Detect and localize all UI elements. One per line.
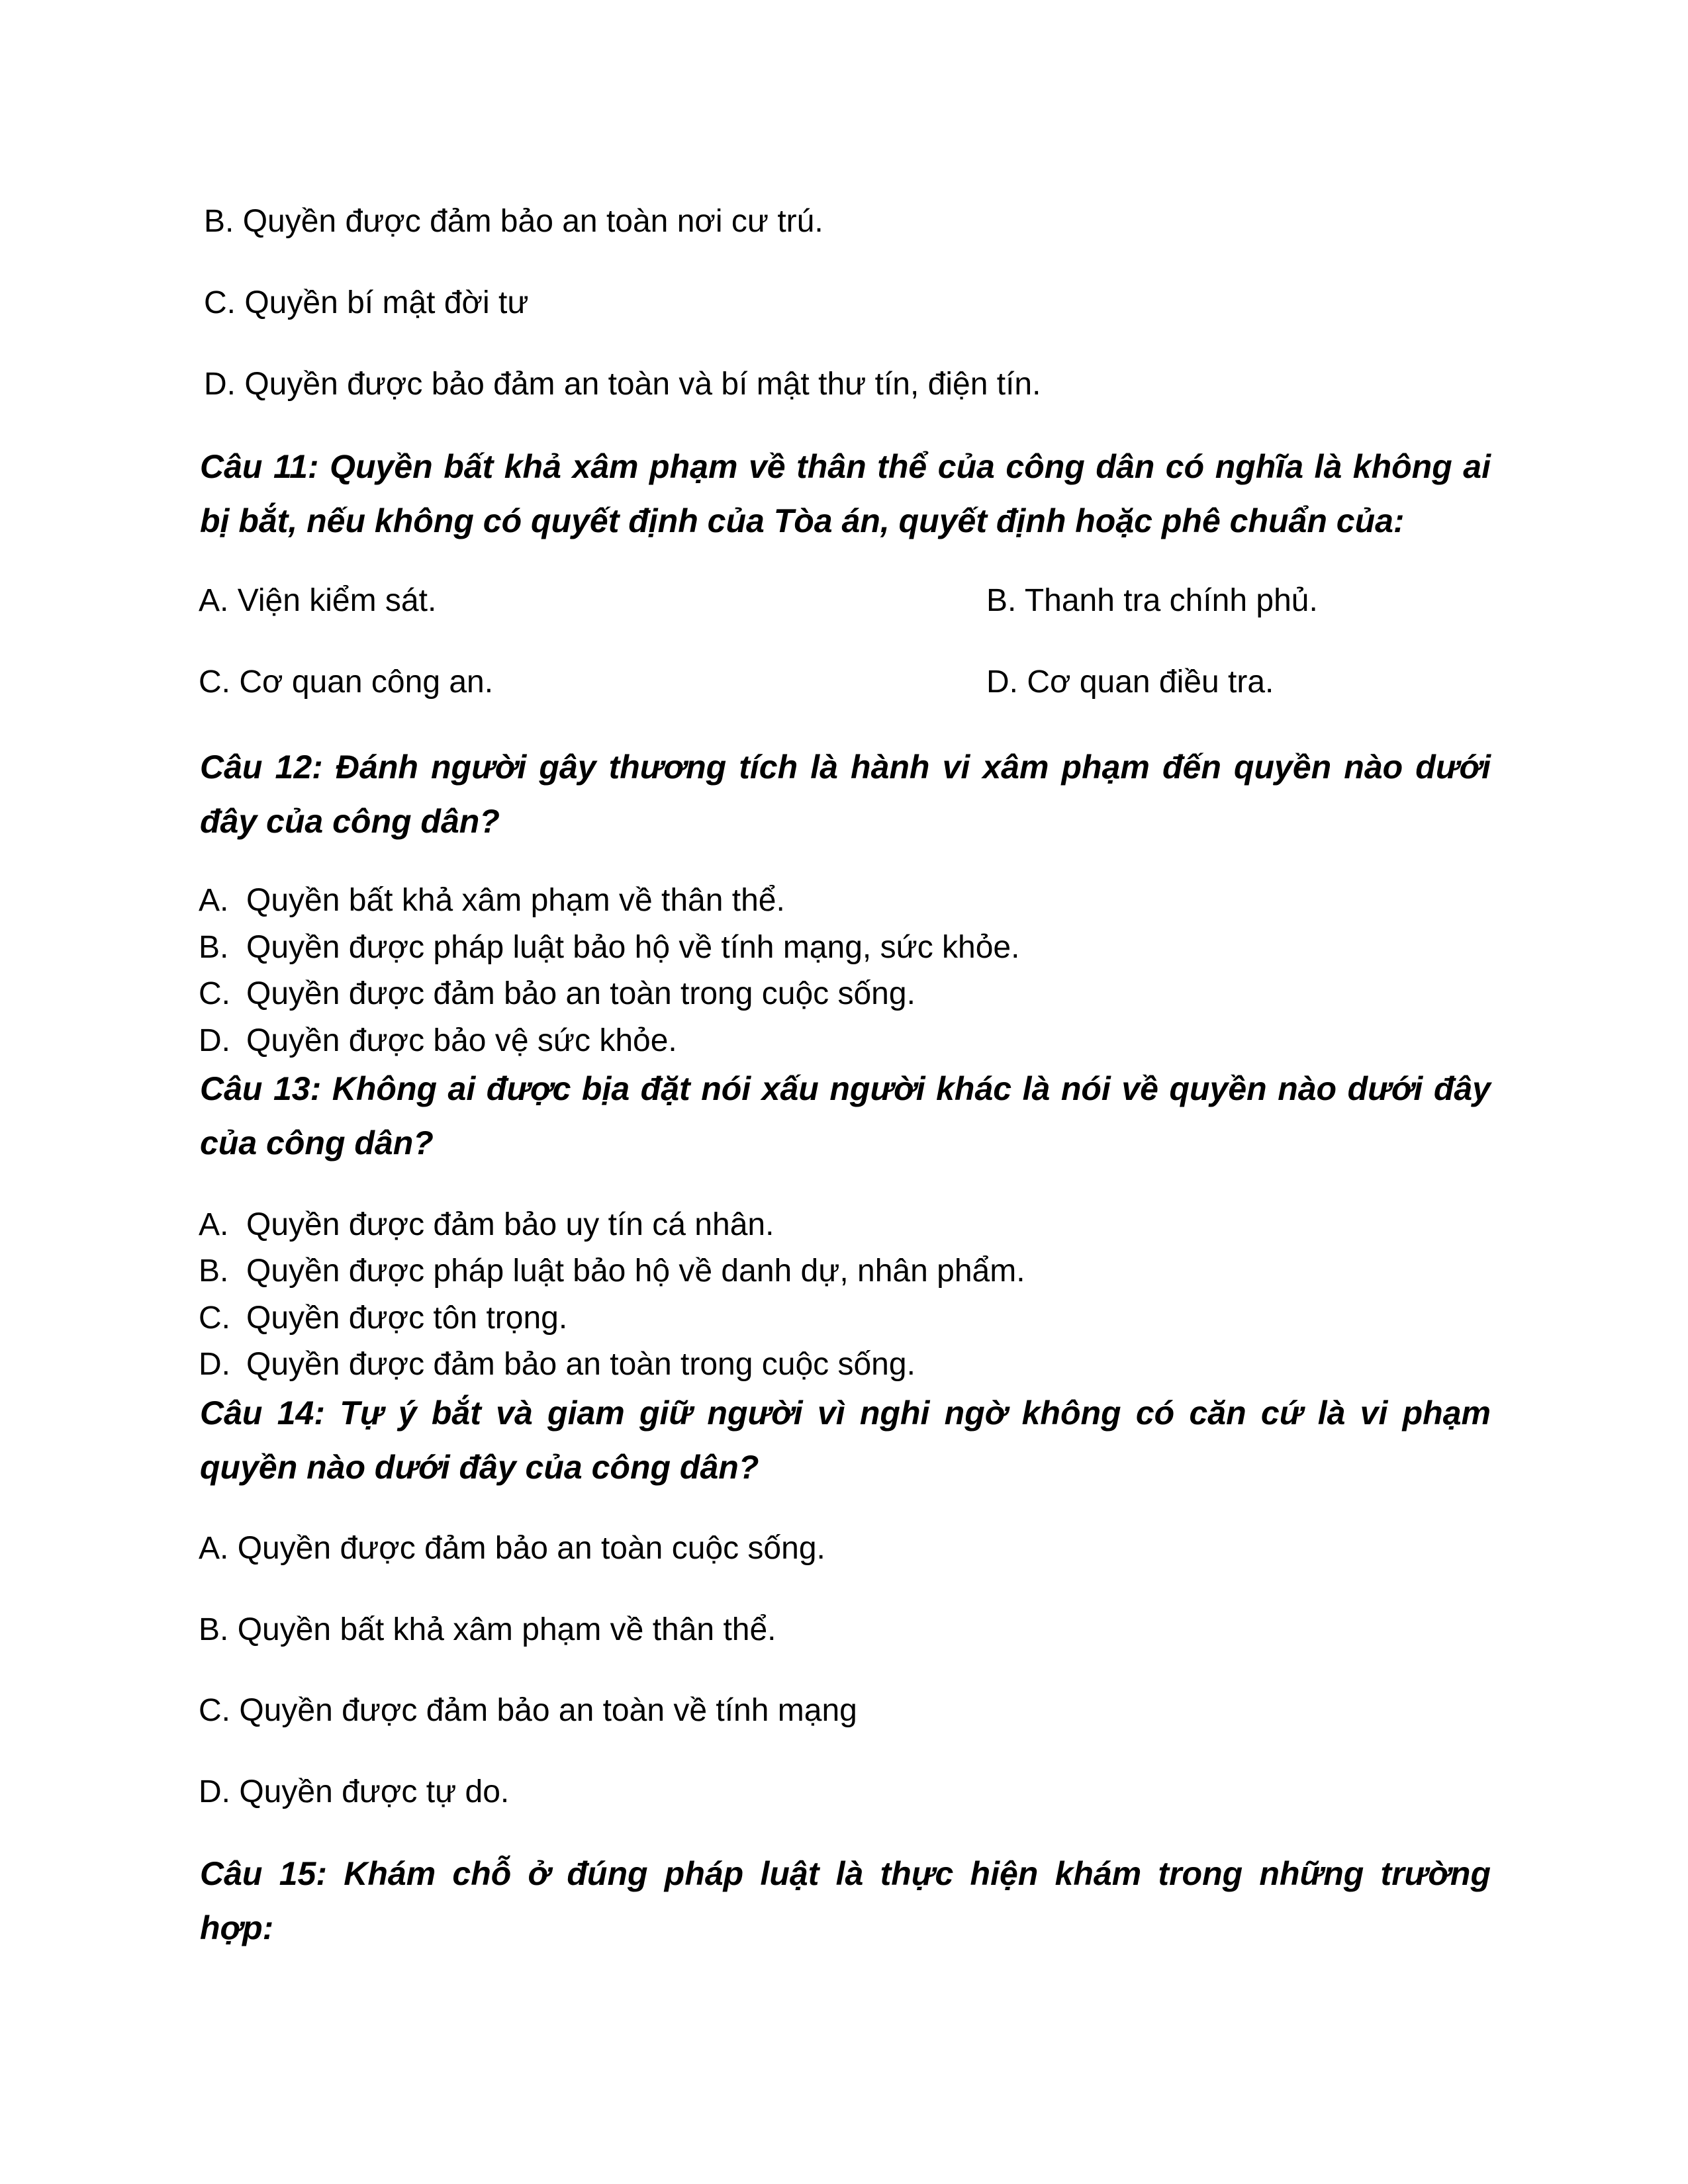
question-11-line-1: Câu 11: Quyền bất khả xâm phạm về thân thể của công dân có nghĩa là không ai bbox=[200, 448, 1491, 485]
question-14-line-1: Câu 14: Tự ý bắt và giam giữ người vì nghi ngờ không có căn cứ là vi phạm bbox=[200, 1394, 1491, 1432]
question-13-option-c bbox=[199, 1298, 567, 1338]
question-12-line-1: Câu 12: Đánh người gây thương tích là hành vi xâm phạm đến quyền nào dưới bbox=[200, 749, 1491, 786]
option-label: D. bbox=[199, 1347, 230, 1382]
prev-option-c: C. Quyền bí mật đời tư bbox=[204, 285, 529, 320]
question-11-option-a: A. Viện kiểm sát. bbox=[199, 583, 437, 618]
option-label: A. bbox=[199, 1207, 229, 1242]
question-14-line-2: quyền nào dưới đây của công dân? bbox=[200, 1449, 759, 1486]
option-label: C. bbox=[199, 976, 230, 1011]
question-13-line-2: của công dân? bbox=[200, 1124, 434, 1161]
question-12-line-2: đây của công dân? bbox=[200, 803, 500, 840]
option-text: Quyền được đảm bảo an toàn trong cuộc sống. bbox=[246, 1347, 915, 1382]
question-11-option-d: D. Cơ quan điều tra. bbox=[986, 664, 1274, 700]
prev-option-d: D. Quyền được bảo đảm an toàn và bí mật thư tín, điện tín. bbox=[204, 367, 1041, 402]
option-text: Quyền được đảm bảo an toàn trong cuộc sống. bbox=[246, 976, 915, 1011]
question-14-option-a: A. Quyền được đảm bảo an toàn cuộc sống. bbox=[199, 1531, 825, 1566]
question-15-line-2: hợp: bbox=[200, 1909, 274, 1946]
question-14-option-c: C. Quyền được đảm bảo an toàn về tính mạng bbox=[199, 1693, 857, 1728]
question-11-option-b: B. Thanh tra chính phủ. bbox=[986, 583, 1318, 618]
option-text: Quyền bất khả xâm phạm về thân thể. bbox=[246, 883, 785, 918]
option-text: Quyền được đảm bảo uy tín cá nhân. bbox=[246, 1207, 774, 1242]
question-15 bbox=[200, 1846, 1491, 1955]
option-label: C. bbox=[199, 1300, 230, 1336]
option-label: D. bbox=[199, 1023, 230, 1058]
question-15-line-1: Câu 15: Khám chỗ ở đúng pháp luật là thực hiện khám trong những trường bbox=[200, 1855, 1491, 1892]
option-text: Quyền được bảo vệ sức khỏe. bbox=[246, 1023, 677, 1058]
option-text: Quyền được tôn trọng. bbox=[246, 1300, 568, 1336]
option-label: A. bbox=[199, 883, 229, 918]
option-text: Quyền được pháp luật bảo hộ về tính mạng, sức khỏe. bbox=[246, 930, 1020, 965]
question-11 bbox=[200, 439, 1491, 548]
question-13-option-d bbox=[199, 1345, 915, 1385]
question-13-line-1: Câu 13: Không ai được bịa đặt nói xấu người khác là nói về quyền nào dưới đây bbox=[200, 1070, 1491, 1107]
question-11-line-2: bị bắt, nếu không có quyết định của Tòa án, quyết định hoặc phê chuẩn của: bbox=[200, 502, 1405, 539]
option-label: B. bbox=[199, 1253, 229, 1289]
option-label: B. bbox=[199, 930, 229, 965]
question-12 bbox=[200, 740, 1491, 848]
question-13 bbox=[200, 1062, 1491, 1170]
question-14 bbox=[200, 1386, 1491, 1494]
question-13-option-a bbox=[199, 1205, 774, 1245]
question-14-option-b: B. Quyền bất khả xâm phạm về thân thể. bbox=[199, 1612, 776, 1647]
question-12-option-a bbox=[199, 881, 785, 921]
prev-option-b: B. Quyền được đảm bảo an toàn nơi cư trú. bbox=[204, 204, 823, 239]
question-12-option-b bbox=[199, 928, 1019, 968]
option-text: Quyền được pháp luật bảo hộ về danh dự, nhân phẩm. bbox=[246, 1253, 1025, 1289]
question-11-option-c: C. Cơ quan công an. bbox=[199, 664, 494, 700]
question-13-option-b bbox=[199, 1251, 1025, 1291]
question-12-option-c bbox=[199, 974, 915, 1014]
question-12-option-d bbox=[199, 1021, 677, 1061]
question-14-option-d: D. Quyền được tự do. bbox=[199, 1774, 510, 1809]
